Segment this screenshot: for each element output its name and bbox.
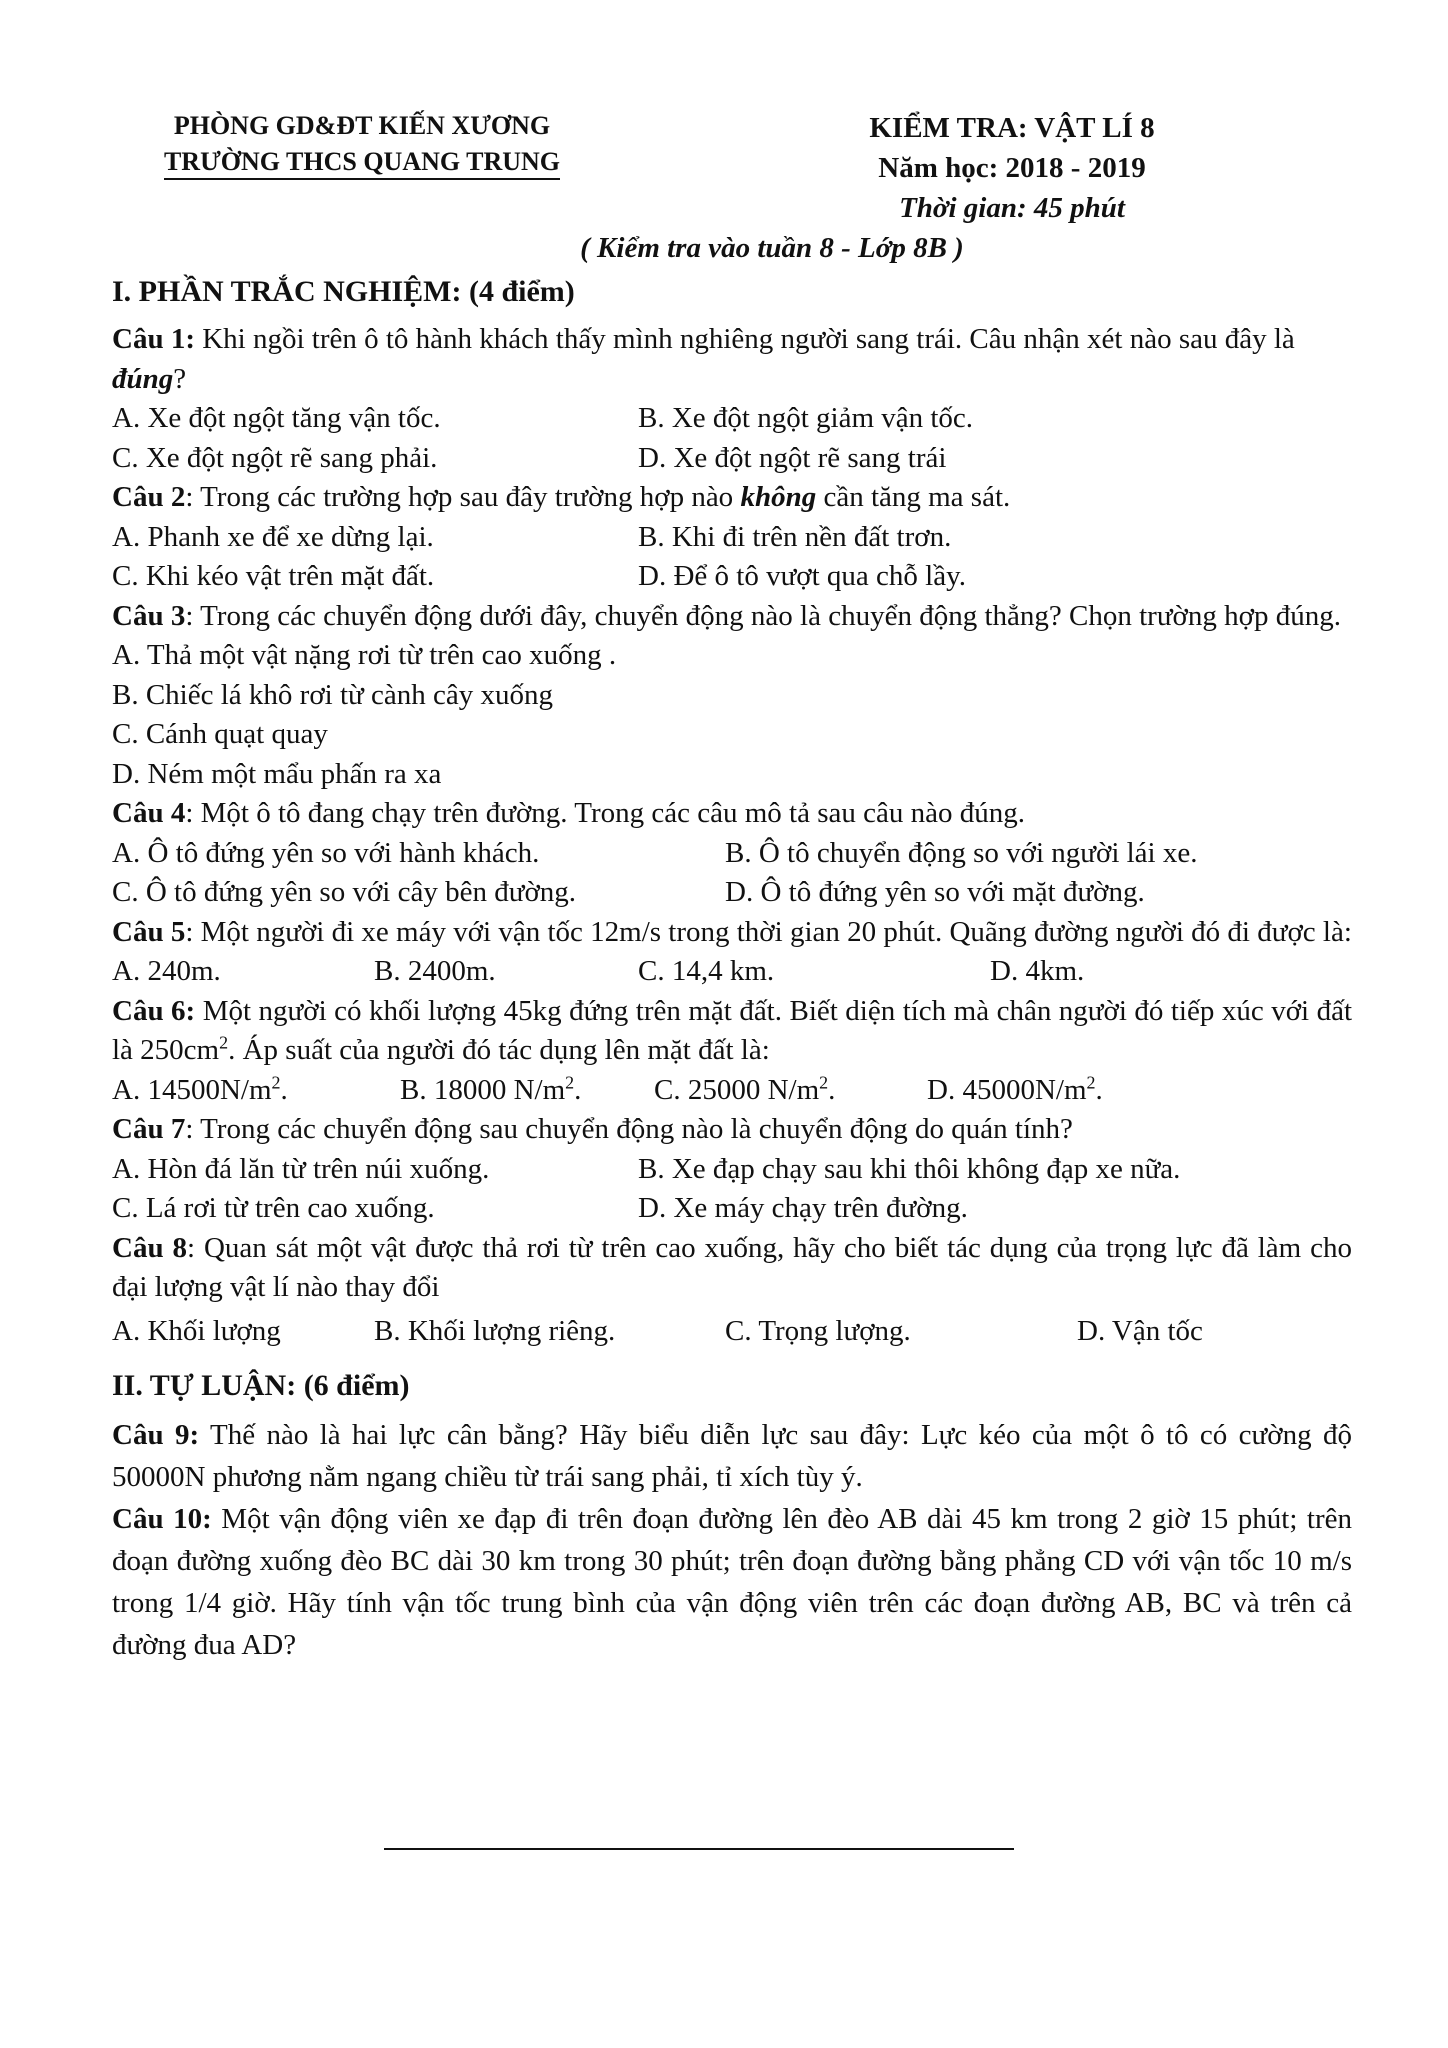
- answer-row: [112, 1308, 1352, 1354]
- answer-option-d: D. 4km.: [990, 955, 1085, 987]
- question-text: cần tăng ma sát.: [816, 481, 1011, 513]
- question-number: Câu 9:: [112, 1418, 200, 1451]
- answer-option-d: D. Ném một mẩu phấn ra xa: [112, 757, 442, 790]
- exam-note: ( Kiểm tra vào tuần 8 - Lớp 8B ): [580, 232, 964, 264]
- answer-option-b: B. 2400m.: [374, 955, 496, 987]
- superscript: 2: [819, 1071, 829, 1092]
- answer-row: [112, 518, 1352, 558]
- question-3: [112, 597, 1352, 637]
- exam-duration: Thời gian: 45 phút: [899, 192, 1125, 224]
- question-text: Thế nào là hai lực cân bằng? Hãy biểu diễn lực sau đây: Lực kéo của một ô tô có cường độ 50000N phương nằm ngang chiều từ trái sang phải, tỉ xích tùy ý.: [112, 1418, 1352, 1493]
- question-text: Khi ngồi trên ô tô hành khách thấy mình nghiêng người sang trái. Câu nhận xét nào sau đây là: [194, 323, 1295, 355]
- section-title-essay: II. TỰ LUẬN: (6 điểm): [112, 1368, 410, 1402]
- answer-row: [112, 873, 1352, 913]
- answer-row: [112, 557, 1352, 597]
- answer-option-d: D. Ô tô đứng yên so với mặt đường.: [725, 876, 1145, 908]
- header-left: [112, 108, 612, 180]
- question-number: Câu 1:: [112, 323, 195, 355]
- answer-option-d: [927, 1071, 1103, 1111]
- answer-option-c: C. Lá rơi từ trên cao xuống.: [112, 1192, 435, 1224]
- question-4: [112, 794, 1352, 834]
- answer-option-a: A. Phanh xe để xe dừng lại.: [112, 520, 434, 553]
- answer-row: [112, 439, 1352, 479]
- answer-option-d: D. Để ô tô vượt qua chỗ lầy.: [638, 560, 966, 592]
- question-number: Câu 2: [112, 481, 186, 513]
- question-6: [112, 992, 1352, 1071]
- answer-option-b: [400, 1071, 581, 1111]
- question-text: : Quan sát một vật được thả rơi từ trên cao xuống, hãy cho biết tác dụng của trọng lực đã làm cho đại lượng vật lí nào thay đổi: [112, 1231, 1353, 1303]
- exam-header: [112, 108, 1352, 228]
- answer-option-a: A. Ô tô đứng yên so với hành khách.: [112, 836, 540, 869]
- superscript: 2: [1086, 1071, 1096, 1092]
- answer-dot: .: [828, 1073, 836, 1106]
- answer-option-a: A. 240m.: [112, 955, 221, 987]
- answer-option-d: D. Xe máy chạy trên đường.: [638, 1192, 968, 1224]
- answer-text: B. 18000 N/m: [400, 1073, 566, 1106]
- question-text: Một người có khối lượng 45kg đứng trên mặt đất. Biết diện tích mà chân người đó tiếp xúc với đất là 250cm: [112, 994, 1352, 1066]
- question-number: Câu 3: [112, 599, 186, 632]
- answer-text: D. 45000N/m: [927, 1073, 1087, 1106]
- answer-dot: .: [280, 1073, 288, 1106]
- question-text: : Trong các trường hợp sau đây trường hợp nào: [185, 481, 741, 513]
- answer-option-a: [112, 1071, 288, 1111]
- answer-dot: .: [1095, 1073, 1103, 1106]
- question-text: Một vận động viên xe đạp đi trên đoạn đường lên đèo AB dài 45 km trong 2 giờ 15 phút; trên đoạn đường xuống đèo BC dài 30 km trong 30 phút; trên đoạn đường bằng phẳng CD với vận tốc 10 m/s trong 1/4 giờ. Hãy tính vận tốc trung bình của vận động viên trên các đoạn đường AB, BC và trên cả đường đua AD?: [112, 1502, 1353, 1661]
- answer-row: [112, 834, 1352, 874]
- answer-option-d: D. Vận tốc: [1077, 1314, 1203, 1347]
- question-number: Câu 6:: [112, 994, 196, 1027]
- answer-option-c: [654, 1071, 835, 1111]
- question-number: Câu 4: [112, 797, 186, 829]
- answer-option-c: C. Khi kéo vật trên mặt đất.: [112, 560, 435, 592]
- answer-option-c: C. 14,4 km.: [638, 955, 775, 987]
- answer-option-b: B. Xe đột ngột giảm vận tốc.: [638, 402, 974, 434]
- answer-option-b: B. Khối lượng riêng.: [374, 1314, 616, 1347]
- answer-text: A. 14500N/m: [112, 1073, 272, 1106]
- question-number: Câu 8: [112, 1231, 187, 1264]
- question-1: [112, 320, 1352, 399]
- exam-page: [112, 108, 1352, 1666]
- question-emphasis: đúng: [112, 362, 174, 395]
- question-2: [112, 478, 1352, 518]
- header-right: [832, 108, 1192, 228]
- answer-text: C. 25000 N/m: [654, 1073, 820, 1106]
- question-8: [112, 1229, 1352, 1308]
- answer-option-c: C. Trọng lượng.: [725, 1314, 911, 1347]
- answer-option-d: D. Xe đột ngột rẽ sang trái: [638, 441, 947, 474]
- section-title-multiple-choice: I. PHẦN TRẮC NGHIỆM: (4 điểm): [112, 275, 575, 308]
- question-number: Câu 10:: [112, 1502, 212, 1535]
- department-name: PHÒNG GD&ĐT KIẾN XƯƠNG: [173, 111, 551, 140]
- answer-row: [112, 952, 1352, 992]
- answer-option-c: C. Ô tô đứng yên so với cây bên đường.: [112, 876, 577, 908]
- question-5: [112, 913, 1352, 953]
- question-text: : Một ô tô đang chạy trên đường. Trong các câu mô tả sau câu nào đúng.: [185, 797, 1025, 829]
- question-number: Câu 5: [112, 915, 186, 948]
- school-name: TRƯỜNG THCS QUANG TRUNG: [164, 146, 560, 180]
- question-text: : Một người đi xe máy với vận tốc 12m/s trong thời gian 20 phút. Quãng đường người đó đi được là:: [185, 915, 1352, 948]
- answer-option-b: B. Chiếc lá khô rơi từ cành cây xuống: [112, 678, 553, 711]
- answer-option-a: A. Thả một vật nặng rơi từ trên cao xuống .: [112, 639, 617, 671]
- answer-option-b: B. Khi đi trên nền đất trơn.: [638, 520, 952, 553]
- answer-option-b: B. Xe đạp chạy sau khi thôi không đạp xe nữa.: [638, 1152, 1181, 1185]
- answer-row: [112, 1071, 1352, 1111]
- end-divider: [384, 1848, 1014, 1850]
- question-number: Câu 7: [112, 1113, 186, 1145]
- superscript: 2: [219, 1032, 229, 1053]
- question-emphasis: không: [740, 481, 817, 513]
- question-text: . Áp suất của người đó tác dụng lên mặt đất là:: [228, 1034, 770, 1066]
- answer-option-a: A. Xe đột ngột tăng vận tốc.: [112, 402, 441, 434]
- question-7: [112, 1110, 1352, 1150]
- answer-option-c: C. Xe đột ngột rẽ sang phải.: [112, 441, 438, 474]
- answer-dot: .: [574, 1073, 582, 1106]
- answer-row: [112, 1150, 1352, 1190]
- superscript: 2: [565, 1071, 575, 1092]
- answer-option-b: B. Ô tô chuyển động so với người lái xe.: [725, 836, 1198, 869]
- question-9: [112, 1414, 1352, 1498]
- answer-option-a: A. Khối lượng: [112, 1314, 281, 1347]
- question-text: : Trong các chuyển động dưới đây, chuyển động nào là chuyển động thẳng? Chọn trường hợp đúng.: [185, 599, 1341, 632]
- superscript: 2: [271, 1071, 281, 1092]
- school-year: Năm học: 2018 - 2019: [878, 152, 1146, 184]
- question-text: : Trong các chuyển động sau chuyển động nào là chuyển động do quán tính?: [185, 1113, 1073, 1145]
- answer-option-a: A. Hòn đá lăn từ trên núi xuống.: [112, 1152, 490, 1185]
- question-text: ?: [173, 362, 187, 395]
- exam-title: KIỂM TRA: VẬT LÍ 8: [869, 112, 1155, 144]
- answer-row: [112, 399, 1352, 439]
- question-10: [112, 1498, 1352, 1666]
- answer-row: [112, 1189, 1352, 1229]
- answer-option-c: C. Cánh quạt quay: [112, 718, 328, 750]
